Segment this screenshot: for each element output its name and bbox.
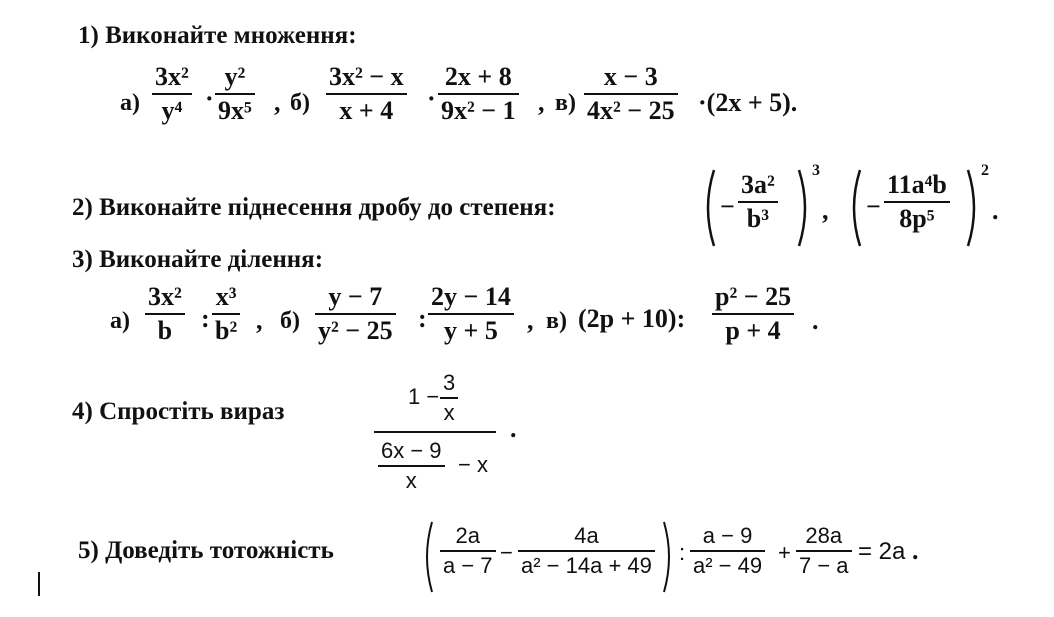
- fraction-bar: [584, 93, 678, 95]
- task5-fraction3: [690, 523, 765, 579]
- main-fraction-bar: [374, 431, 496, 433]
- task4-bottom-fraction: [378, 438, 445, 494]
- task1b-fraction2: [438, 62, 519, 126]
- multiply-dot: ·: [427, 84, 436, 113]
- denominator: 9x⁵: [218, 96, 252, 125]
- period: .: [912, 536, 919, 565]
- left-paren-icon: [846, 168, 864, 248]
- exponent: 3: [812, 162, 820, 179]
- numerator: 3: [443, 370, 456, 395]
- left-paren-icon: [420, 520, 436, 594]
- denominator: 7 − a: [799, 552, 849, 578]
- task3a-fraction1: [145, 282, 185, 346]
- fraction-bar: [738, 201, 778, 203]
- task3a-fraction2: [212, 282, 240, 346]
- left-paren-icon: [700, 168, 718, 248]
- fraction-bar: [145, 313, 185, 315]
- task3b-fraction2: [428, 282, 514, 346]
- numerator: y²: [224, 62, 246, 91]
- plus-sign: +: [778, 540, 791, 565]
- fraction-bar: [378, 465, 445, 467]
- multiply-dot: ·: [205, 84, 214, 113]
- denominator: y⁴: [161, 96, 183, 125]
- fraction-bar: [884, 201, 950, 203]
- minus-sign: −: [720, 192, 735, 221]
- denominator: 9x² − 1: [441, 96, 516, 125]
- numerator: y − 7: [328, 282, 383, 311]
- numerator: 2y − 14: [431, 282, 511, 311]
- task2-title: 2) Виконайте піднесення дробу до степеня:: [72, 194, 556, 221]
- denominator: a² − 14a + 49: [521, 552, 652, 578]
- fraction-bar: [152, 93, 192, 95]
- numerator: p² − 25: [715, 282, 792, 311]
- task3a-label: а): [110, 308, 130, 334]
- numerator: 2a: [455, 523, 481, 548]
- fraction-bar: [440, 550, 496, 552]
- task1c-fraction: [584, 62, 678, 126]
- fraction-bar: [712, 313, 794, 315]
- task1a-fraction2: [215, 62, 255, 126]
- fraction-bar: [440, 397, 458, 399]
- task4-one-minus: 1 −: [408, 384, 440, 409]
- denominator: x: [443, 399, 455, 425]
- numerator: 11a⁴b: [887, 170, 947, 199]
- fraction-bar: [690, 550, 765, 552]
- separator: ,: [256, 306, 263, 335]
- fraction-bar: [796, 550, 852, 552]
- division-colon: :: [201, 304, 210, 333]
- task5-title: 5) Доведіть тотожність: [78, 537, 334, 564]
- numerator: 3x²: [155, 62, 189, 91]
- denominator: 8p⁵: [899, 204, 935, 233]
- right-paren-icon: [660, 520, 676, 594]
- exponent: 2: [981, 162, 989, 179]
- task1a-fraction1: [152, 62, 192, 126]
- period: .: [812, 306, 819, 335]
- task1c-label: в): [555, 90, 576, 116]
- period: .: [992, 196, 999, 225]
- numerator: 4a: [574, 523, 599, 548]
- task3c-head: (2p + 10):: [578, 304, 686, 333]
- task3c-label: в): [546, 308, 567, 334]
- task4-minus-x: − x: [458, 452, 488, 477]
- minus-sign: −: [500, 540, 513, 565]
- task3c-fraction: [712, 282, 794, 346]
- fraction-bar: [438, 93, 519, 95]
- division-colon: :: [679, 540, 686, 565]
- task5-rhs: = 2a: [858, 538, 906, 565]
- task1-title: 1) Виконайте множення:: [78, 22, 357, 49]
- separator: ,: [527, 306, 534, 335]
- minus-sign: −: [866, 192, 881, 221]
- numerator: x³: [215, 282, 237, 311]
- denominator: a − 7: [443, 552, 493, 578]
- task1b-fraction1: [326, 62, 407, 126]
- task1b-label: б): [290, 90, 310, 116]
- task3b-fraction1: [315, 282, 396, 346]
- denominator: y + 5: [444, 316, 498, 345]
- denominator: b²: [215, 316, 238, 345]
- task3-title: 3) Виконайте ділення:: [72, 246, 324, 273]
- denominator: x + 4: [339, 96, 394, 125]
- fraction-bar: [212, 313, 240, 315]
- numerator: 2x + 8: [444, 62, 512, 91]
- separator: ,: [274, 88, 281, 117]
- separator: ,: [822, 196, 829, 225]
- task4-title: 4) Спростіть вираз: [72, 398, 285, 425]
- task3b-label: б): [280, 308, 300, 334]
- denominator: p + 4: [725, 316, 781, 345]
- task5-fraction1: [440, 523, 496, 579]
- period: .: [510, 414, 517, 443]
- numerator: 6x − 9: [381, 438, 442, 463]
- right-paren-icon: [795, 168, 813, 248]
- task2-fraction2: [884, 170, 950, 234]
- task5-fraction4: [796, 523, 852, 579]
- task1a-label: а): [120, 90, 140, 116]
- denominator: x: [405, 467, 417, 493]
- task5-fraction2: [518, 523, 655, 579]
- numerator: 3x²: [148, 282, 182, 311]
- denominator: b³: [746, 204, 770, 233]
- fraction-bar: [326, 93, 407, 95]
- numerator: a − 9: [702, 523, 753, 548]
- task4-top-fraction: [440, 370, 458, 426]
- denominator: 4x² − 25: [587, 96, 675, 125]
- separator: ,: [538, 88, 545, 117]
- right-paren-icon: [964, 168, 982, 248]
- text-cursor: [38, 572, 40, 596]
- numerator: 3a²: [741, 170, 775, 199]
- fraction-bar: [315, 313, 396, 315]
- fraction-bar: [518, 550, 655, 552]
- denominator: a² − 49: [693, 552, 763, 578]
- numerator: x − 3: [603, 62, 658, 91]
- task2-fraction1: [738, 170, 778, 234]
- denominator: b: [157, 316, 173, 345]
- numerator: 3x² − x: [329, 62, 404, 91]
- task1c-tail: ·(2x + 5).: [698, 88, 798, 117]
- fraction-bar: [428, 313, 514, 315]
- division-colon: :: [418, 304, 427, 333]
- denominator: y² − 25: [318, 316, 393, 345]
- numerator: 28a: [805, 523, 843, 548]
- fraction-bar: [215, 93, 255, 95]
